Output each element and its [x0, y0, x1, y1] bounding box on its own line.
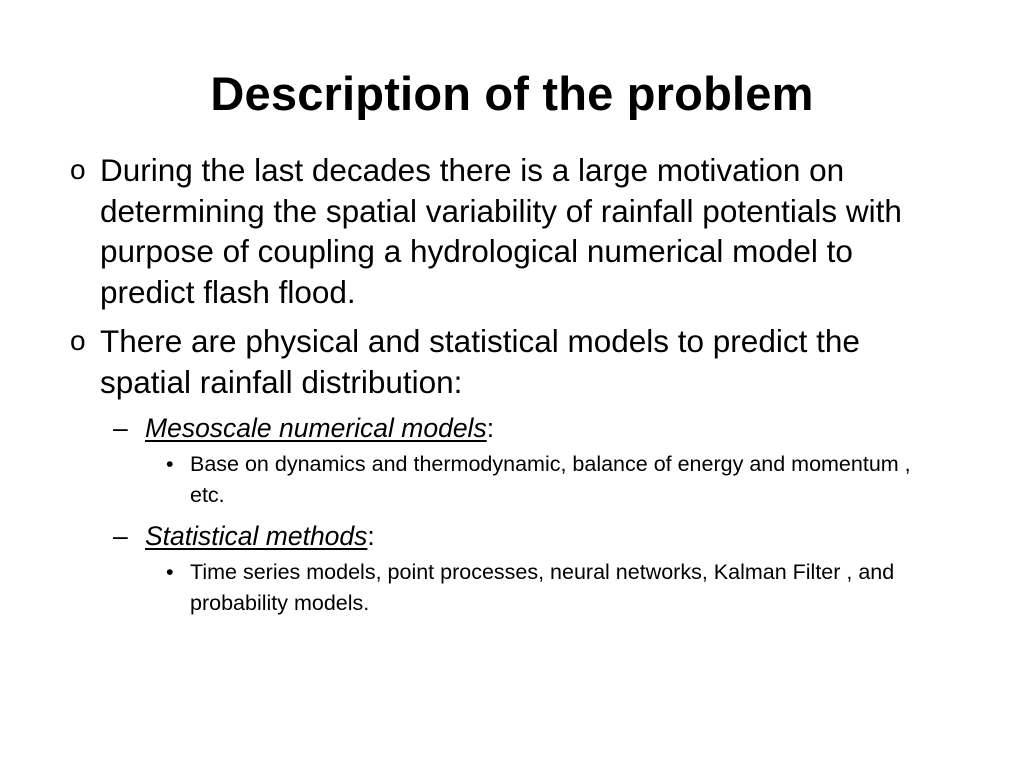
circle-bullet-icon: o — [70, 154, 86, 185]
bullet-list — [70, 150, 950, 627]
dot-bullet-icon: • — [166, 560, 174, 584]
slide-title: Description of the problem — [210, 67, 814, 120]
dash-bullet-icon: – — [113, 413, 128, 443]
sub-bullet-suffix: : — [486, 413, 495, 443]
sub-bullet-term: Statistical methods — [145, 521, 368, 551]
dot-bullet-icon: • — [166, 452, 174, 476]
bullet-text: During the last decades there is a large motivation on determining the spatial variability of rainfall potentials with purpose of coupling a hydrological numerical model to predict flash flood. — [100, 152, 902, 310]
circle-bullet-icon: o — [70, 325, 86, 356]
bullet-item-1 — [70, 150, 950, 312]
detail-text: Base on dynamics and thermodynamic, balance of energy and momentum , etc. — [190, 452, 911, 507]
detail-bullet-mesoscale — [70, 449, 950, 511]
sub-bullet-mesoscale — [70, 411, 950, 445]
bullet-text: There are physical and statistical models to predict the spatial rainfall distribution: — [100, 323, 860, 400]
sub-bullet-suffix: : — [367, 521, 375, 551]
sub-bullet-statistical — [70, 519, 950, 553]
detail-text: Time series models, point processes, neural networks, Kalman Filter , and probability models. — [190, 560, 895, 615]
bullet-item-2 — [70, 321, 950, 402]
sub-bullet-term: Mesoscale numerical models — [145, 413, 487, 443]
dash-bullet-icon: – — [113, 521, 128, 551]
detail-bullet-statistical — [70, 557, 950, 619]
